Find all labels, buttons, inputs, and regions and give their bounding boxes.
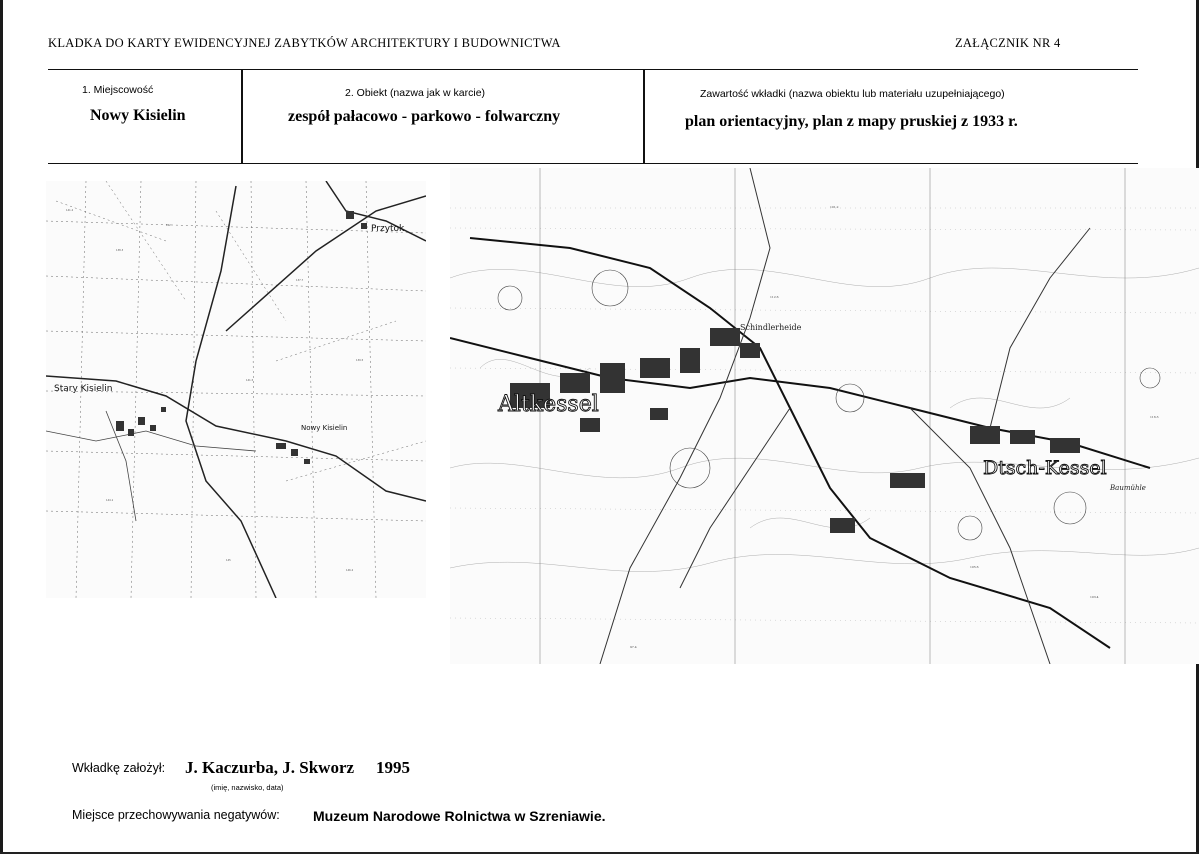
map-label-dtsch-kessel: Dtsch-Kessel (983, 457, 1107, 479)
prussian-map-drawing (450, 168, 1199, 664)
founder-note: (imię, nazwisko, data) (211, 783, 284, 792)
svg-text:146.2: 146.2 (346, 569, 354, 572)
document-title: KLADKA DO KARTY EWIDENCYJNEJ ZABYTKÓW ARCHITEKTURY I BUDOWNICTWA (48, 36, 561, 50)
svg-text:137.7: 137.7 (296, 279, 304, 282)
svg-text:112.6: 112.6 (770, 295, 779, 299)
svg-text:103.4: 103.4 (1090, 595, 1099, 599)
svg-text:105.6: 105.6 (970, 565, 979, 569)
object-label: 2. Obiekt (nazwa jak w karcie) (345, 87, 486, 99)
table-divider (643, 70, 645, 163)
content-label: Zawartość wkładki (nazwa obiektu lub materiału uzupełniającego) (700, 88, 1005, 100)
svg-text:138.3: 138.3 (116, 249, 124, 252)
svg-text:145: 145 (226, 559, 231, 562)
map-label-stary-kisielin: Stary Kisielin (54, 384, 113, 394)
svg-text:141.5: 141.5 (246, 379, 254, 382)
svg-text:101.2: 101.2 (830, 205, 839, 209)
svg-text:144.1: 144.1 (106, 499, 114, 502)
orientation-map-drawing (46, 181, 426, 598)
locality-value: Nowy Kisielin (90, 107, 186, 124)
founder-label: Wkładkę założył: (72, 761, 166, 775)
founder-value: J. Kaczurba, J. Skworz (185, 758, 355, 777)
svg-text:139.5: 139.5 (356, 359, 364, 362)
map-label-nowy-kisielin: Nowy Kisielin (301, 424, 348, 432)
orientation-map (46, 181, 426, 598)
map-label-schindlerheide: Schindlerheide (740, 323, 802, 332)
storage-value: Muzeum Narodowe Rolnictwa w Szreniawie. (313, 808, 606, 824)
map-label-baumuhle: Baumühle (1110, 484, 1146, 492)
table-divider (241, 70, 243, 163)
prussian-map (450, 168, 1199, 664)
scan-edge-left (0, 0, 3, 854)
locality-label: 1. Miejscowość (82, 84, 154, 96)
svg-text:116.3: 116.3 (1150, 415, 1159, 419)
founder-year: 1995 (376, 758, 410, 777)
object-value: zespół pałacowo - parkowo - folwarczny (288, 108, 561, 125)
info-table (48, 69, 1138, 164)
annex-number: ZAŁĄCZNIK NR 4 (955, 36, 1061, 50)
storage-label: Miejsce przechowywania negatywów: (72, 808, 280, 822)
svg-text:97.4: 97.4 (630, 645, 637, 649)
content-value: plan orientacyjny, plan z mapy pruskiej z 1933 r. (685, 113, 1018, 130)
map-label-przytok: Przytok (371, 224, 405, 234)
svg-text:141.2: 141.2 (66, 209, 74, 212)
map-label-altkessel: Altkessel (498, 392, 599, 417)
svg-text:142: 142 (166, 224, 171, 227)
